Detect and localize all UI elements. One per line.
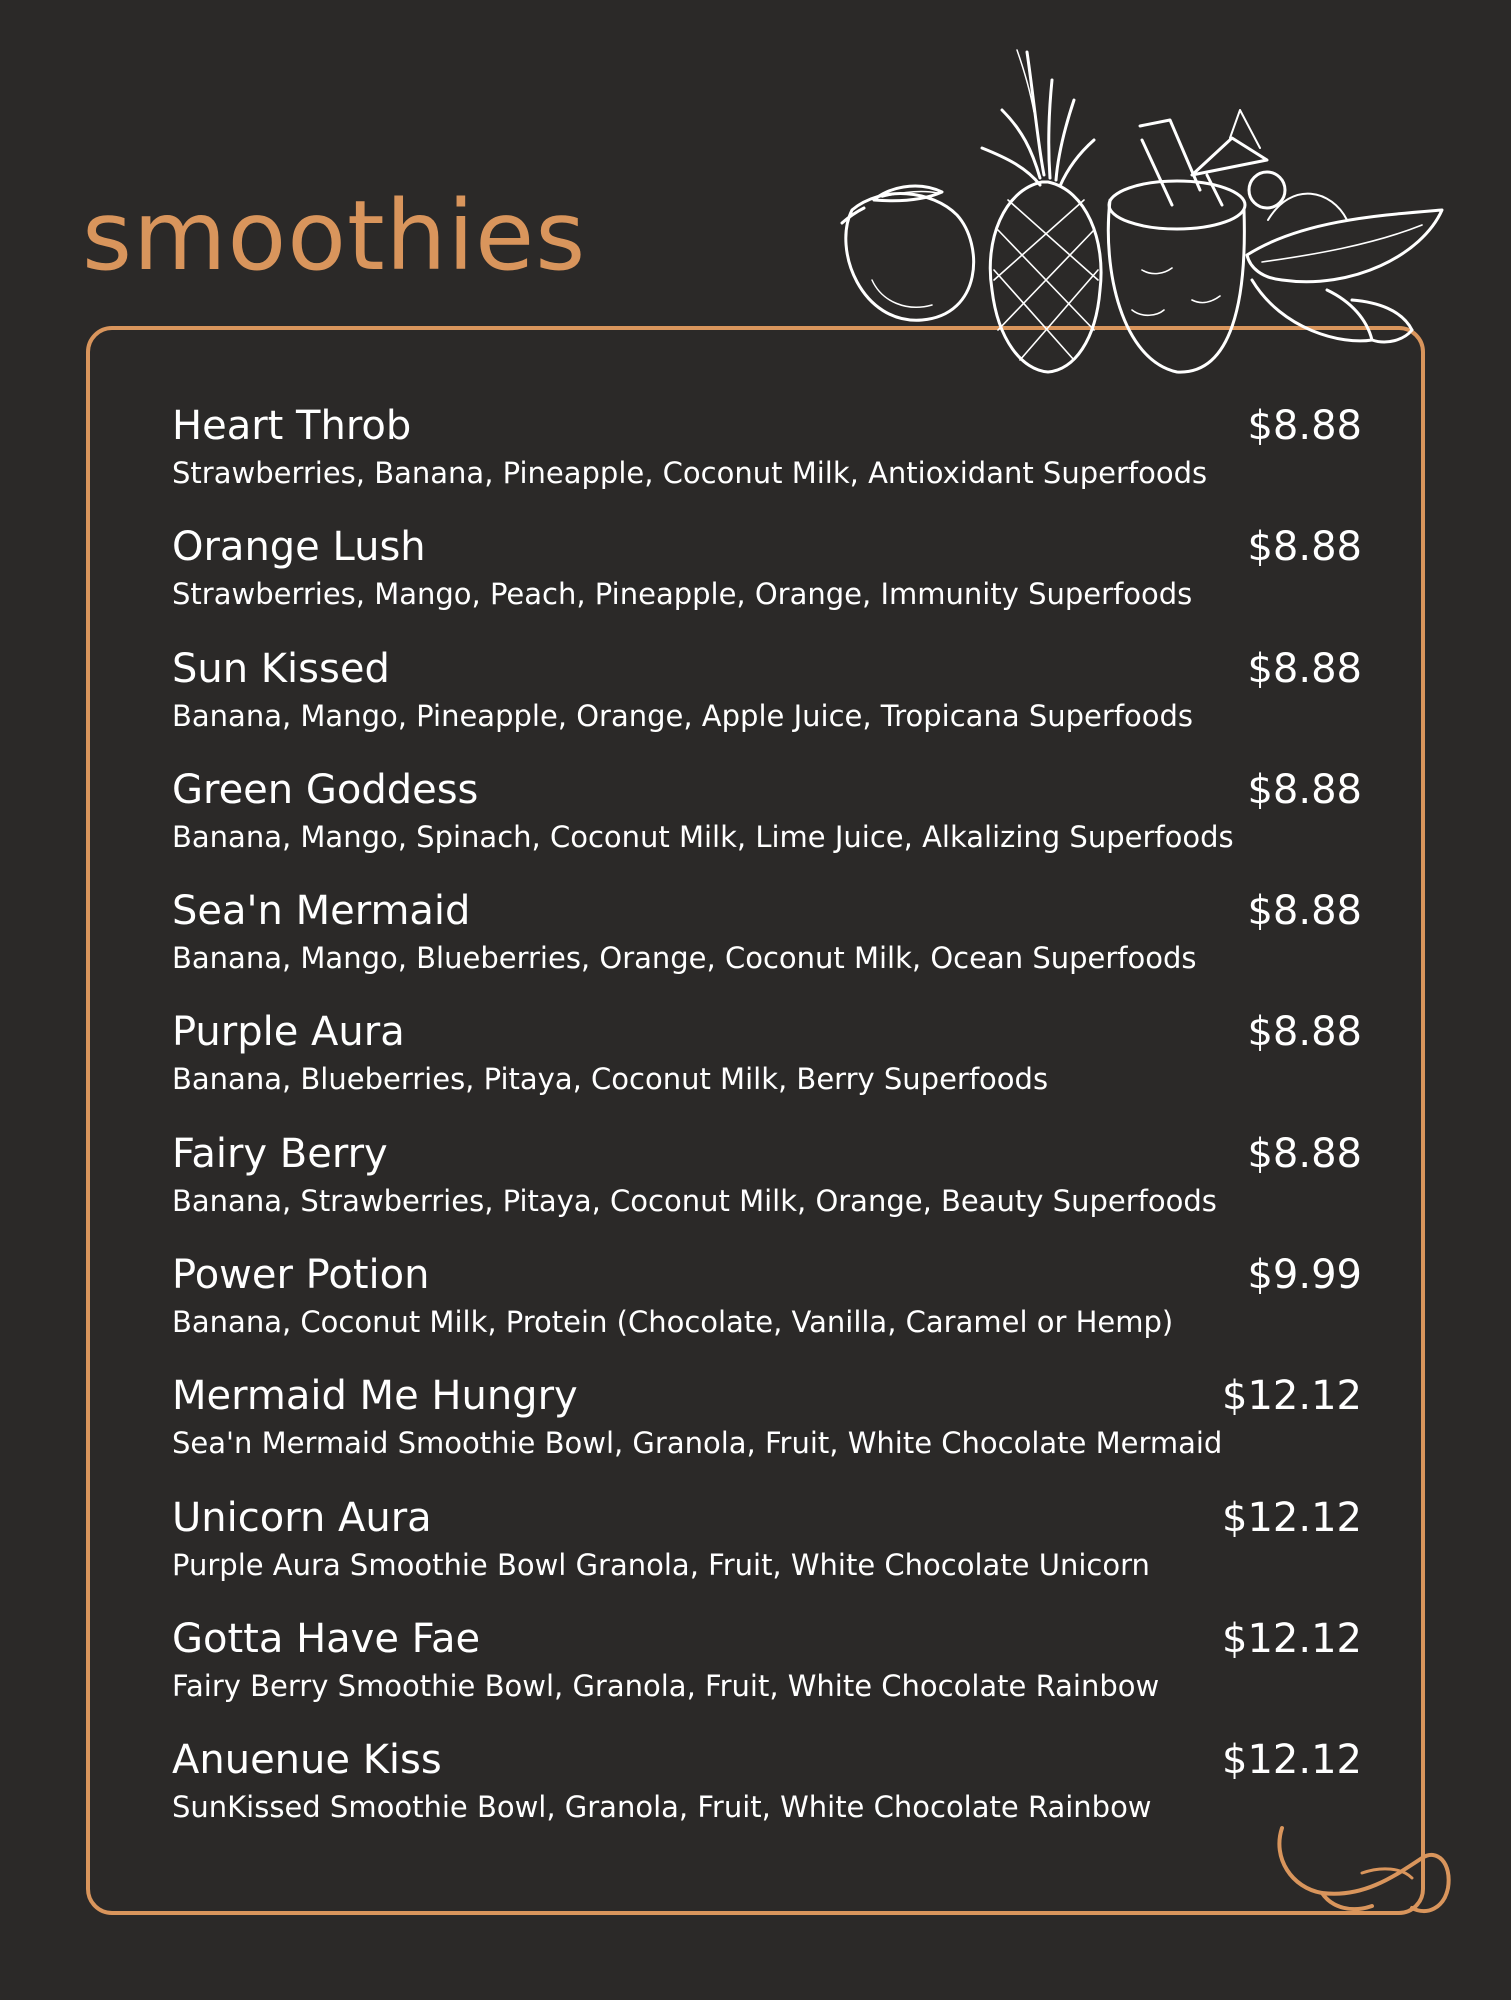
item-price: $8.88 bbox=[1247, 888, 1362, 935]
item-name: Power Potion bbox=[172, 1252, 430, 1299]
item-ingredients: Banana, Strawberries, Pitaya, Coconut Milk, Orange, Beauty Superfoods bbox=[172, 1183, 1217, 1218]
item-ingredients: Banana, Blueberries, Pitaya, Coconut Milk, Berry Superfoods bbox=[172, 1062, 1049, 1097]
item-price: $12.12 bbox=[1222, 1737, 1362, 1784]
menu-item bbox=[172, 1494, 1362, 1615]
coconut-drink-icon bbox=[1108, 110, 1285, 372]
item-name: Sun Kissed bbox=[172, 645, 390, 692]
item-ingredients: Banana, Mango, Blueberries, Orange, Coconut Milk, Ocean Superfoods bbox=[172, 941, 1197, 976]
menu-item bbox=[172, 402, 1362, 523]
menu-item bbox=[172, 766, 1362, 887]
menu-list bbox=[172, 402, 1362, 1858]
item-price: $8.88 bbox=[1247, 766, 1362, 813]
item-name: Orange Lush bbox=[172, 524, 426, 571]
item-ingredients: SunKissed Smoothie Bowl, Granola, Fruit, White Chocolate Rainbow bbox=[172, 1790, 1152, 1825]
menu-item bbox=[172, 523, 1362, 644]
menu-item bbox=[172, 645, 1362, 766]
item-ingredients: Banana, Coconut Milk, Protein (Chocolate, Vanilla, Caramel or Hemp) bbox=[172, 1305, 1174, 1340]
item-price: $12.12 bbox=[1222, 1494, 1362, 1541]
menu-item bbox=[172, 1130, 1362, 1251]
item-price: $12.12 bbox=[1222, 1615, 1362, 1662]
menu-item bbox=[172, 1008, 1362, 1129]
item-price: $8.88 bbox=[1247, 403, 1362, 449]
item-name: Mermaid Me Hungry bbox=[172, 1373, 578, 1420]
item-name: Purple Aura bbox=[172, 1009, 405, 1056]
item-price: $8.88 bbox=[1247, 1009, 1362, 1056]
menu-item bbox=[172, 1615, 1362, 1736]
item-ingredients: Strawberries, Mango, Peach, Pineapple, Orange, Immunity Superfoods bbox=[172, 577, 1193, 612]
item-price: $8.88 bbox=[1247, 1130, 1362, 1177]
menu-item bbox=[172, 1251, 1362, 1372]
item-price: $8.88 bbox=[1247, 524, 1362, 571]
item-name: Anuenue Kiss bbox=[172, 1737, 442, 1784]
menu-item bbox=[172, 1736, 1362, 1857]
menu-item bbox=[172, 887, 1362, 1008]
fruit-illustration-icon bbox=[812, 40, 1452, 380]
item-name: Gotta Have Fae bbox=[172, 1615, 481, 1662]
menu-item bbox=[172, 1372, 1362, 1493]
pineapple-icon bbox=[982, 50, 1101, 372]
item-name: Heart Throb bbox=[172, 403, 412, 449]
menu-title: smoothies bbox=[82, 180, 587, 292]
mango-icon bbox=[842, 186, 974, 320]
item-price: $12.12 bbox=[1222, 1373, 1362, 1420]
item-ingredients: Purple Aura Smoothie Bowl Granola, Fruit, White Chocolate Unicorn bbox=[172, 1547, 1150, 1582]
item-price: $8.88 bbox=[1247, 645, 1362, 692]
item-name: Green Goddess bbox=[172, 766, 479, 813]
item-ingredients: Strawberries, Banana, Pineapple, Coconut Milk, Antioxidant Superfoods bbox=[172, 456, 1208, 490]
item-ingredients: Fairy Berry Smoothie Bowl, Granola, Fruit, White Chocolate Rainbow bbox=[172, 1668, 1160, 1703]
item-name: Fairy Berry bbox=[172, 1130, 388, 1177]
item-ingredients: Sea'n Mermaid Smoothie Bowl, Granola, Fruit, White Chocolate Mermaid bbox=[172, 1426, 1223, 1461]
item-ingredients: Banana, Mango, Pineapple, Orange, Apple Juice, Tropicana Superfoods bbox=[172, 698, 1193, 733]
banana-icon bbox=[1247, 194, 1442, 342]
item-name: Sea'n Mermaid bbox=[172, 888, 471, 935]
item-ingredients: Banana, Mango, Spinach, Coconut Milk, Lime Juice, Alkalizing Superfoods bbox=[172, 819, 1234, 854]
item-name: Unicorn Aura bbox=[172, 1494, 432, 1541]
item-price: $9.99 bbox=[1247, 1252, 1362, 1299]
